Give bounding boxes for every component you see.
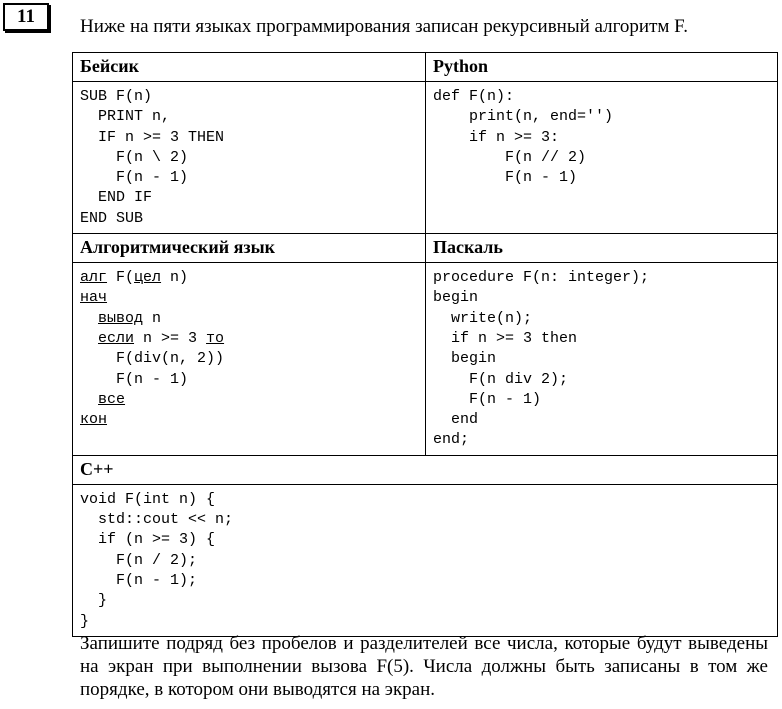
code-line: print(n, end='') <box>433 108 614 126</box>
keyword: то <box>206 329 225 347</box>
keyword: если <box>98 329 135 347</box>
code-line: begin <box>433 350 497 368</box>
basic-code <box>80 87 425 229</box>
code-line: SUB F(n) <box>80 88 153 105</box>
pascal-code <box>433 268 777 451</box>
pascal-code-cell <box>426 263 778 456</box>
keyword: алг <box>80 269 108 287</box>
code-line: void F(int n) { <box>80 490 216 508</box>
cpp-code <box>80 490 777 632</box>
code-line: } <box>80 612 90 630</box>
python-code-cell <box>426 82 778 234</box>
keyword: все <box>98 390 126 408</box>
code-listings-table <box>72 52 778 637</box>
code-line: IF n >= 3 THEN <box>80 128 225 146</box>
task-question-text: Запишите подряд без пробелов и разделителей все числа, которые будут выведены на экран при выполнении вызова F(5). Числа должны быть записаны в том же порядке, в котором они выводятся на экран. <box>80 633 768 700</box>
keyword: цел <box>134 269 162 287</box>
task-number-badge: 11 <box>3 3 49 31</box>
code-line: F(n - 1) <box>80 370 189 388</box>
code-line <box>80 391 125 408</box>
code-line: F(n - 1) <box>433 169 578 187</box>
keyword: кон <box>80 411 108 429</box>
keyword: нач <box>80 289 108 307</box>
code-line: procedure F(n: integer); <box>433 269 650 287</box>
code-line: if n >= 3 then <box>433 329 578 347</box>
pascal-header: Паскаль <box>426 234 778 263</box>
code-line: F(n - 1); <box>80 571 198 589</box>
python-header: Python <box>426 53 778 82</box>
code-line <box>80 289 107 306</box>
code-line: F(n / 2); <box>80 551 198 569</box>
code-line: END SUB <box>80 209 144 227</box>
code-line <box>80 411 107 428</box>
code-line: F(n - 1) <box>80 169 189 187</box>
algorithmic-code-cell <box>73 263 426 456</box>
keyword: вывод <box>98 309 144 327</box>
code-line: end <box>433 411 479 429</box>
code-line: write(n); <box>433 309 533 327</box>
code-line: F(n // 2) <box>433 148 587 166</box>
cpp-header: C++ <box>73 455 778 484</box>
code-line: std::cout << n; <box>80 511 234 529</box>
code-line: вывод n <box>98 309 162 327</box>
basic-code-cell <box>73 82 426 234</box>
cpp-code-cell <box>73 484 778 636</box>
task-intro-text: Ниже на пяти языках программирования записан рекурсивный алгоритм F. <box>80 16 688 37</box>
code-line: if n >= 3: <box>433 128 560 146</box>
code-line: begin <box>433 289 479 307</box>
code-line: PRINT n, <box>80 108 171 126</box>
code-line: if (n >= 3) { <box>80 531 216 549</box>
code-line: F(div(n, 2)) <box>80 350 225 368</box>
code-line: F(n \ 2) <box>80 148 189 166</box>
algorithmic-header: Алгоритмический язык <box>73 234 426 263</box>
basic-header: Бейсик <box>73 53 426 82</box>
code-line: F(n div 2); <box>433 370 569 388</box>
algorithmic-code <box>80 268 425 430</box>
code-line: END IF <box>80 189 153 207</box>
code-line: } <box>80 592 108 610</box>
code-line: F(n - 1) <box>433 390 542 408</box>
code-line: алг F(цел n) <box>80 269 189 287</box>
code-line: end; <box>433 431 470 449</box>
python-code <box>433 87 777 188</box>
code-line: если n >= 3 то <box>98 329 225 347</box>
code-line: def F(n): <box>433 88 515 105</box>
